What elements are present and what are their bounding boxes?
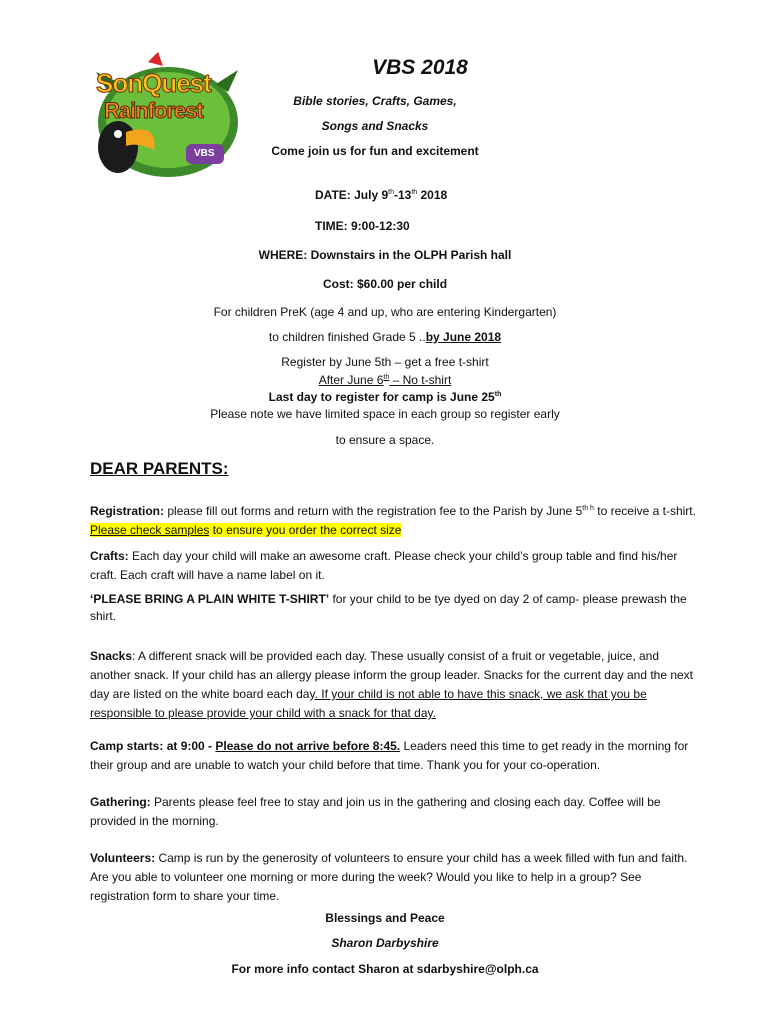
last-day-line <box>0 390 770 404</box>
date-sup1: th <box>388 189 394 196</box>
gathering-paragraph <box>90 793 700 831</box>
registration-text-b: to receive a t-shirt. <box>593 504 696 518</box>
crafts-label: Crafts: <box>90 549 129 563</box>
gathering-text: Parents please feel free to stay and join us in the gathering and closing each day. Coffee will be provided in the morning. <box>90 795 661 828</box>
logo-line1: SonQuest <box>96 68 211 98</box>
registration-text-a: please fill out forms and return with the registration fee to the Parish by June 5 <box>164 504 583 518</box>
camp-text: Leaders need this time to get ready in the morning for their group and are unable to watch your child before that time. Thank you for your co-operation. <box>90 739 689 772</box>
volunteers-text: Camp is run by the generosity of volunteers to ensure your child has a week filled with fun and faith. Are you able to volunteer one morning or more during the week? Would you like to help in a group? See registration form to share your time. <box>90 851 688 903</box>
gathering-label: Gathering: <box>90 795 151 809</box>
camp-paragraph <box>90 737 700 775</box>
date-value-c: 2018 <box>417 188 448 202</box>
cost-label: Cost: <box>322 277 354 291</box>
where-line <box>0 248 770 262</box>
registration-label: Registration: <box>90 504 165 518</box>
sonquest-rainforest-logo <box>88 52 240 182</box>
crafts-text: Each day your child will make an awesome craft. Please check your child’s group table and find his/her craft. Each craft will have a name label on it. <box>90 549 678 582</box>
subtitle-line1: Bible stories, Crafts, Games, <box>293 94 457 108</box>
snacks-text: : A different snack will be provided each day. These usually consist of a fruit or vegetable, juice, and another snack. If your child has an allergy please inform the group leader. Snacks for the current day and the next day are listed on the white board each day <box>90 649 694 701</box>
tshirt-bold: ‘PLEASE BRING A PLAIN WHITE T-SHIRT’ <box>90 592 330 606</box>
contact-line: For more info contact Sharon at sdarbyshire@olph.ca <box>231 962 539 976</box>
registration-highlight-b: to ensure you order the correct size <box>209 523 402 537</box>
logo-line2: Rainforest <box>104 98 203 123</box>
register-line2-sup: th <box>383 374 390 381</box>
note-line1: Please note we have limited space in each group so register early <box>210 407 560 421</box>
registration-highlight-a: Please check samples <box>90 523 210 537</box>
registration-sup: th h <box>582 505 594 512</box>
crafts-paragraph <box>90 547 700 585</box>
register-line2a: After June 6 <box>318 373 384 387</box>
register-line2 <box>0 373 770 387</box>
register-line2b: – No t-shirt <box>389 373 452 387</box>
children-line2 <box>0 330 770 344</box>
time-label: TIME <box>315 219 344 233</box>
registration-paragraph <box>90 502 700 540</box>
where-label: WHERE <box>258 248 304 262</box>
note-line2: to ensure a space. <box>335 433 435 447</box>
date-sup2: th <box>411 189 418 196</box>
children-line2b: by June 2018 <box>425 330 502 344</box>
tshirt-text: for your child to be tye dyed on day 2 of camp- please prewash the shirt. <box>90 592 687 623</box>
time-line <box>315 219 410 233</box>
last-day-sup: th <box>494 391 502 398</box>
cost-line <box>0 277 770 291</box>
time-value: : 9:00-12:30 <box>343 219 410 233</box>
camp-label: Camp starts: <box>90 739 164 753</box>
date-value-a: : July 9 <box>346 188 389 202</box>
last-day-text: Last day to register for camp is June 25 <box>268 390 495 404</box>
snacks-label: Snacks <box>90 649 133 663</box>
subtitle-line2: Songs and Snacks <box>321 119 429 133</box>
camp-underlined: Please do not arrive before 8:45. <box>215 739 401 753</box>
signature-name: Sharon Darbyshire <box>331 936 439 950</box>
snacks-underlined: . If your child is not able to have this snack, we ask that you be responsible to please provide your child with a snack for that day. <box>90 687 647 720</box>
dear-parents-heading: DEAR PARENTS: <box>90 459 229 478</box>
volunteers-paragraph <box>90 849 700 906</box>
children-line1: For children PreK (age 4 and up, who are entering Kindergarten) <box>213 305 557 319</box>
blessings: Blessings and Peace <box>325 911 445 925</box>
where-value: : Downstairs in the OLPH Parish hall <box>303 248 512 262</box>
logo-small-text: Gospel Light's <box>104 58 146 64</box>
date-line <box>315 188 447 202</box>
snacks-paragraph <box>90 647 700 723</box>
children-line2a: to children finished Grade 5 .. <box>268 330 426 344</box>
page-title: VBS 2018 <box>372 56 468 79</box>
date-value-b: -13 <box>393 188 412 202</box>
tshirt-paragraph <box>90 591 700 625</box>
cost-value: $60.00 per child <box>353 277 448 291</box>
logo-badge: VBS <box>194 148 215 159</box>
register-line1: Register by June 5th – get a free t-shirt <box>281 355 489 369</box>
date-label: DATE <box>315 188 347 202</box>
camp-time: at 9:00 - <box>163 739 216 753</box>
volunteers-label: Volunteers: <box>90 851 156 865</box>
subtitle-line3: Come join us for fun and excitement <box>271 144 479 158</box>
